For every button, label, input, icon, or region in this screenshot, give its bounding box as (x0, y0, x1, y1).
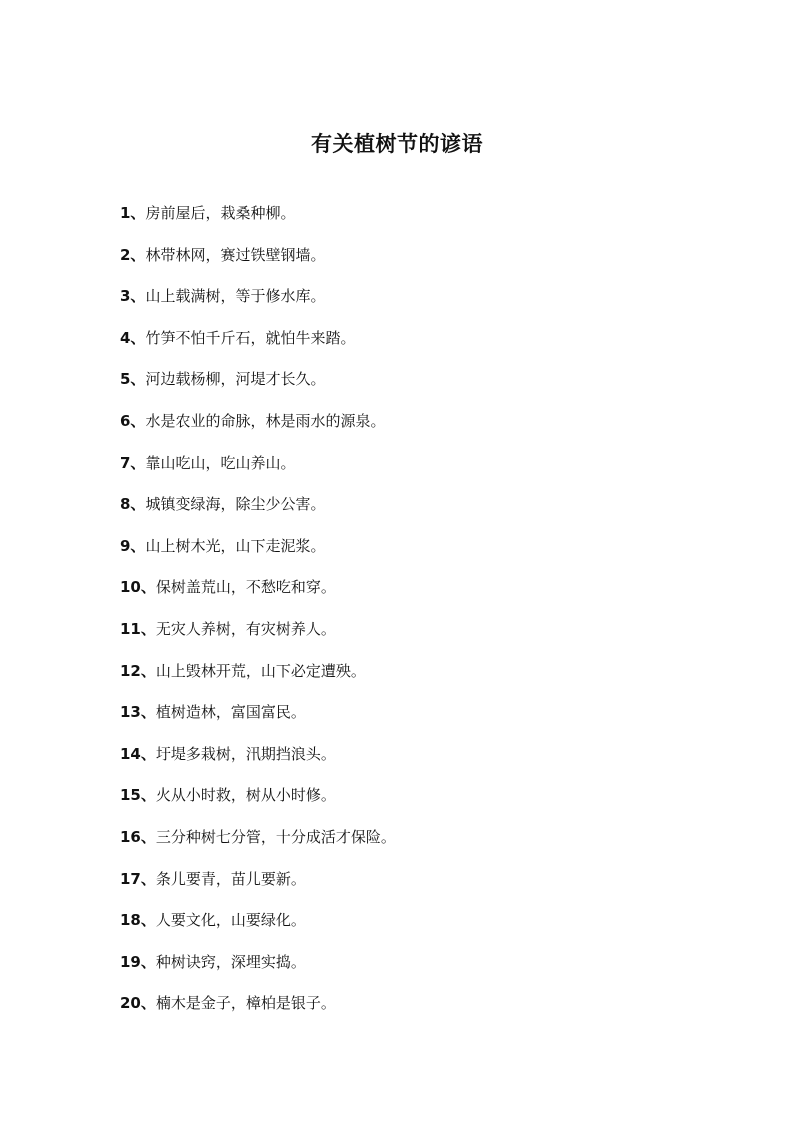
list-item (120, 326, 740, 368)
item-number: 12、 (120, 661, 156, 680)
item-text: 竹笋不怕千斤石，就怕牛来踏。 (145, 328, 356, 347)
list-item (120, 825, 740, 867)
item-number: 20、 (120, 994, 156, 1013)
list-item (120, 284, 740, 326)
item-text: 圩堤多栽树，汛期挡浪头。 (155, 744, 336, 763)
list-item (120, 867, 740, 909)
proverb-list (120, 201, 740, 1033)
item-text: 无灾人养树，有灾树养人。 (155, 619, 336, 638)
item-text: 河边载杨柳，河堤才长久。 (145, 370, 326, 389)
item-text: 火从小时救，树从小时修。 (155, 786, 336, 805)
list-item (120, 783, 740, 825)
item-number: 16、 (120, 827, 156, 846)
item-number: 2、 (120, 245, 146, 264)
item-number: 1、 (120, 204, 146, 222)
item-number: 15、 (120, 786, 156, 805)
item-number: 6、 (120, 411, 146, 430)
item-text: 靠山吃山，吃山养山。 (145, 453, 296, 472)
item-number: 9、 (120, 536, 146, 555)
item-text: 楠木是金子，樟柏是银子。 (155, 994, 336, 1013)
list-item (120, 367, 740, 409)
item-number: 3、 (120, 287, 146, 306)
list-item (120, 409, 740, 451)
item-number: 14、 (120, 744, 156, 763)
list-item (120, 908, 740, 950)
item-number: 8、 (120, 495, 146, 514)
item-text: 林带林网，赛过铁壁钢墙。 (145, 245, 326, 264)
item-text: 水是农业的命脉，林是雨水的源泉。 (145, 411, 386, 430)
item-number: 13、 (120, 703, 156, 722)
item-text: 三分种树七分管，十分成活才保险。 (155, 827, 396, 846)
list-item (120, 700, 740, 742)
document-title: 有关植树节的谚语 (311, 132, 483, 156)
item-text: 山上载满树，等于修水库。 (145, 287, 326, 306)
item-text: 房前屋后，栽桑种柳。 (145, 204, 296, 222)
item-text: 条儿要青，苗儿要新。 (155, 869, 306, 888)
item-text: 保树盖荒山，不愁吃和穿。 (155, 578, 336, 597)
list-item (120, 991, 740, 1033)
item-number: 10、 (120, 578, 156, 597)
item-text: 山上树木光，山下走泥浆。 (145, 536, 326, 555)
item-text: 种树诀窍，深埋实捣。 (155, 952, 306, 971)
item-text: 山上毁林开荒，山下必定遭殃。 (155, 661, 366, 680)
list-item (120, 201, 740, 243)
item-number: 7、 (120, 453, 146, 472)
item-text: 人要文化，山要绿化。 (155, 911, 306, 930)
list-item (120, 575, 740, 617)
list-item (120, 950, 740, 992)
item-number: 18、 (120, 911, 156, 930)
item-text: 城镇变绿海，除尘少公害。 (145, 495, 326, 514)
list-item (120, 534, 740, 576)
item-number: 17、 (120, 869, 156, 888)
item-number: 19、 (120, 952, 156, 971)
list-item (120, 742, 740, 784)
item-number: 4、 (120, 328, 146, 347)
list-item (120, 451, 740, 493)
item-number: 5、 (120, 370, 146, 389)
item-number: 11、 (120, 619, 156, 638)
list-item (120, 659, 740, 701)
list-item (120, 492, 740, 534)
list-item (120, 243, 740, 285)
list-item (120, 617, 740, 659)
item-text: 植树造林，富国富民。 (155, 703, 306, 722)
